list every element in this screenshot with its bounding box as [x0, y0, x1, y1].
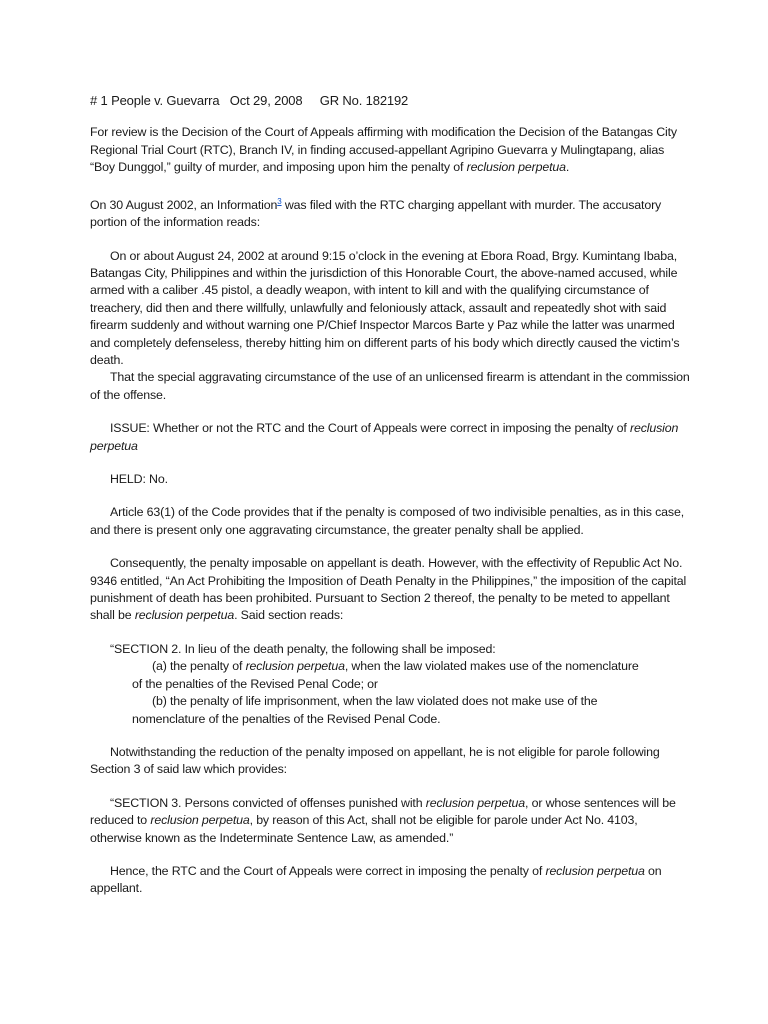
paragraph-accusatory: On or about August 24, 2002 at around 9:15 o’clock in the evening at Ebora Road, Brgy. Kumintang Ibaba, Batangas City, Philippines and within the jurisdiction of this Honorable Court, the above-named accused, while armed with a caliber .45 pistol, a deadly weapon, with intent to kill and with the qualifying circumstance of treachery, did then and there willfully, unlawfully and feloniously attack, assault and repeatedly shot with said firearm suddenly and without warning one P/Chief Inspector Marcos Barte y Paz while the latter was unarmed and completely defenseless, thereby hitting him on different parts of his body which directly caused the victim’s death.	[90, 248, 680, 367]
text: on appellant.	[90, 863, 662, 896]
paragraph-information	[90, 193, 690, 232]
text: For review is the Decision of the Court of Appeals affirming with modification the Decision of the Batangas City Regional Trial Court (RTC), Branch IV, in finding accused-appellant Agripino Guevarra y Mulingtapang, alias “Boy Dunggol,” guilty of murder, and imposing upon him the penalty of	[90, 125, 677, 175]
paragraph-conclusion	[90, 863, 690, 898]
section-2-heading: “SECTION 2. In lieu of the death penalty, the following shall be imposed:	[110, 641, 496, 656]
text: (a) the penalty of	[152, 659, 246, 674]
paragraph-review	[90, 124, 690, 176]
section-2-item-b: (b) the penalty of life imprisonment, when the law violated does not make use of the	[152, 694, 598, 709]
section-2-item-b-cont: nomenclature of the penalties of the Revised Penal Code.	[132, 711, 441, 726]
paragraph-aggravating: That the special aggravating circumstance of the use of an unlicensed firearm is attendant in the commission of the offense.	[90, 370, 690, 402]
italic-term: reclusion perpetua	[245, 659, 345, 674]
text: , by reason of this Act, shall not be eligible for parole under Act No. 4103, otherwise known as the Indeterminate Sentence Law, as amended.”	[90, 813, 638, 845]
text: On 30 August 2002, an Information	[90, 197, 278, 212]
footnote-link[interactable]: 3	[277, 196, 282, 206]
section-2-item-a-cont: of the penalties of the Revised Penal Code; or	[132, 676, 378, 691]
text: . Said section reads:	[234, 608, 344, 623]
text: Consequently, the penalty imposable on appellant is death. However, with the effectivity of Republic Act No. 9346 entitled, “An Act Prohibiting the Imposition of Death Penalty in the Philippines,” the imposition of the capital punishment of death has been prohibited. Pursuant to Section 2 thereof, the penalty to be meted to appellant shall be	[90, 556, 687, 623]
italic-term: reclusion perpetua	[134, 608, 235, 623]
section-2-quote	[90, 641, 690, 728]
italic-term: reclusion perpetua	[425, 795, 526, 810]
text: .	[565, 160, 570, 175]
italic-term: reclusion perpetua	[150, 813, 250, 828]
paragraph-notwithstanding: Notwithstanding the reduction of the penalty imposed on appellant, he is not eligible for parole following Section 3 of said law which provides:	[90, 744, 660, 777]
text: Hence, the RTC and the Court of Appeals were correct in imposing the penalty of	[110, 863, 546, 878]
text: was filed with the RTC charging appellant with murder. The accusatory portion of the information reads:	[90, 197, 662, 230]
section-2-item-a	[90, 658, 690, 675]
text: ISSUE: Whether or not the RTC and the Court of Appeals were correct in imposing the penalty of	[110, 421, 630, 436]
italic-term: reclusion perpetua	[545, 863, 645, 878]
paragraph-article-63: Article 63(1) of the Code provides that if the penalty is composed of two indivisible penalties, as in this case, and there is present only one aggravating circumstance, the greater penalty shall be applied.	[90, 505, 684, 537]
document-page	[90, 92, 690, 914]
paragraph-issue	[90, 420, 690, 455]
text: “SECTION 3. Persons convicted of offenses punished with	[110, 795, 426, 810]
text: , when the law violated makes use of the nomenclature	[344, 659, 639, 674]
case-title: # 1 People v. Guevarra Oct 29, 2008 GR No. 182192	[90, 93, 409, 108]
paragraph-held: HELD: No.	[110, 472, 168, 487]
italic-term: reclusion perpetua	[466, 160, 566, 175]
paragraph-consequently	[90, 555, 690, 625]
text: , or whose sentences will be reduced to	[90, 795, 676, 828]
italic-term: reclusion perpetua	[90, 421, 679, 453]
section-3-quote	[90, 795, 690, 847]
